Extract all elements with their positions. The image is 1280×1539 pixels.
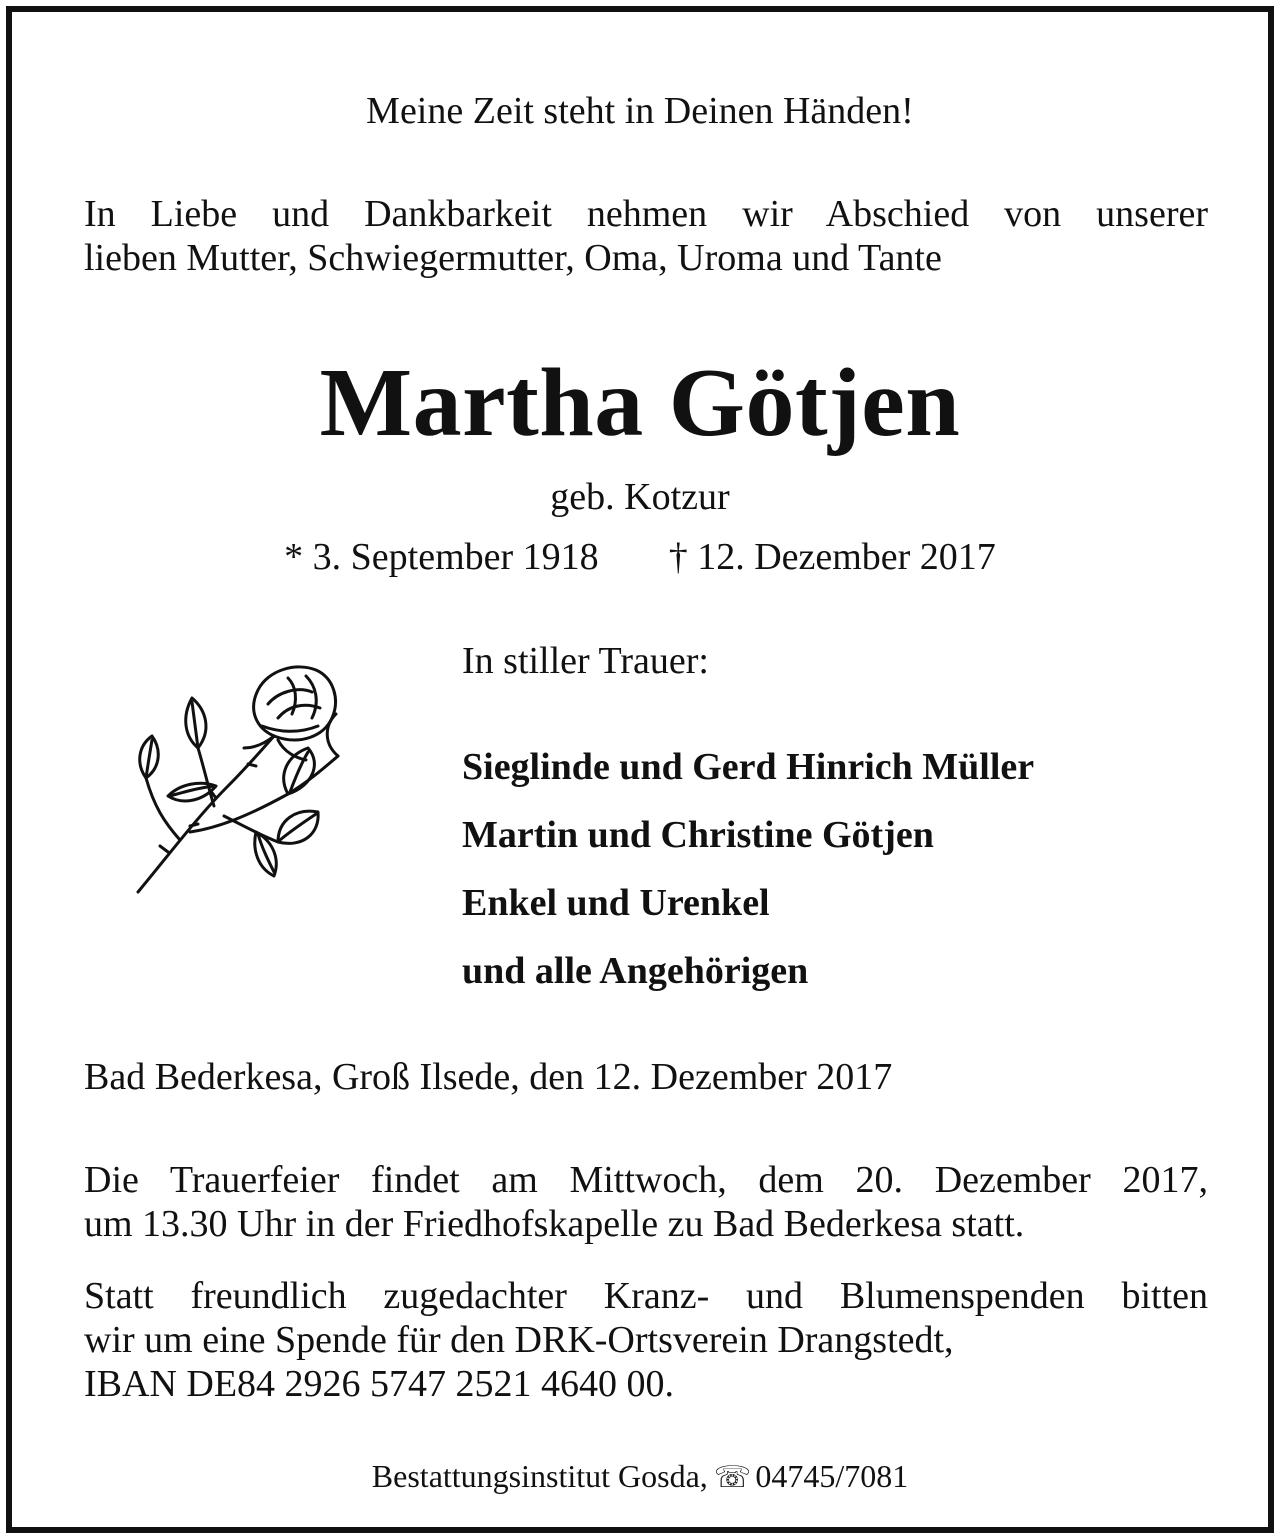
place-and-date: Bad Bederkesa, Groß Ilsede, den 12. Dezember 2017: [84, 1056, 893, 1098]
funeral-info: [84, 1158, 1208, 1246]
funeral-home-name: Bestattungsinstitut Gosda,: [371, 1458, 708, 1494]
maiden-name: geb. Kotzur: [550, 476, 730, 518]
mourner-3: Enkel und Urenkel: [462, 882, 770, 924]
death-date: † 12. Dezember 2017: [668, 536, 996, 578]
donation-line-1: Statt freundlich zugedachter Kranz- und Blumenspenden bitten: [84, 1275, 1208, 1317]
intro-line-1: In Liebe und Dankbarkeit nehmen wir Abschied von unserer: [84, 193, 1208, 235]
mourner-1: Sieglinde und Gerd Hinrich Müller: [462, 746, 1035, 788]
mourning-heading: In stiller Trauer:: [462, 640, 709, 682]
donation-line-3: IBAN DE84 2926 5747 2521 4640 00.: [84, 1363, 675, 1405]
funeral-line-1: Die Trauerfeier findet am Mittwoch, dem 20. Dezember 2017,: [84, 1159, 1208, 1201]
mourner-2: Martin und Christine Götjen: [462, 814, 934, 856]
intro-text: [84, 192, 1208, 280]
funeral-home: [12, 1460, 1268, 1493]
mourner-4: und alle Angehörigen: [462, 950, 809, 992]
intro-line-2: lieben Mutter, Schwiegermutter, Oma, Uroma und Tante: [84, 237, 942, 279]
birth-date: * 3. September 1918: [284, 536, 599, 578]
rose-illustration: [128, 656, 348, 898]
donation-line-2: wir um eine Spende für den DRK-Ortsverein Drangstedt,: [84, 1319, 954, 1361]
donation-info: [84, 1274, 1208, 1406]
telephone-icon: ☏: [713, 1460, 752, 1495]
life-dates: [12, 538, 1268, 576]
motto: Meine Zeit steht in Deinen Händen!: [366, 90, 914, 132]
funeral-home-phone: 04745/7081: [755, 1458, 909, 1494]
deceased-name: Martha Götjen: [319, 349, 961, 457]
obituary-frame: [6, 6, 1274, 1533]
funeral-line-2: um 13.30 Uhr in der Friedhofskapelle zu Bad Bederkesa statt.: [84, 1203, 1025, 1245]
